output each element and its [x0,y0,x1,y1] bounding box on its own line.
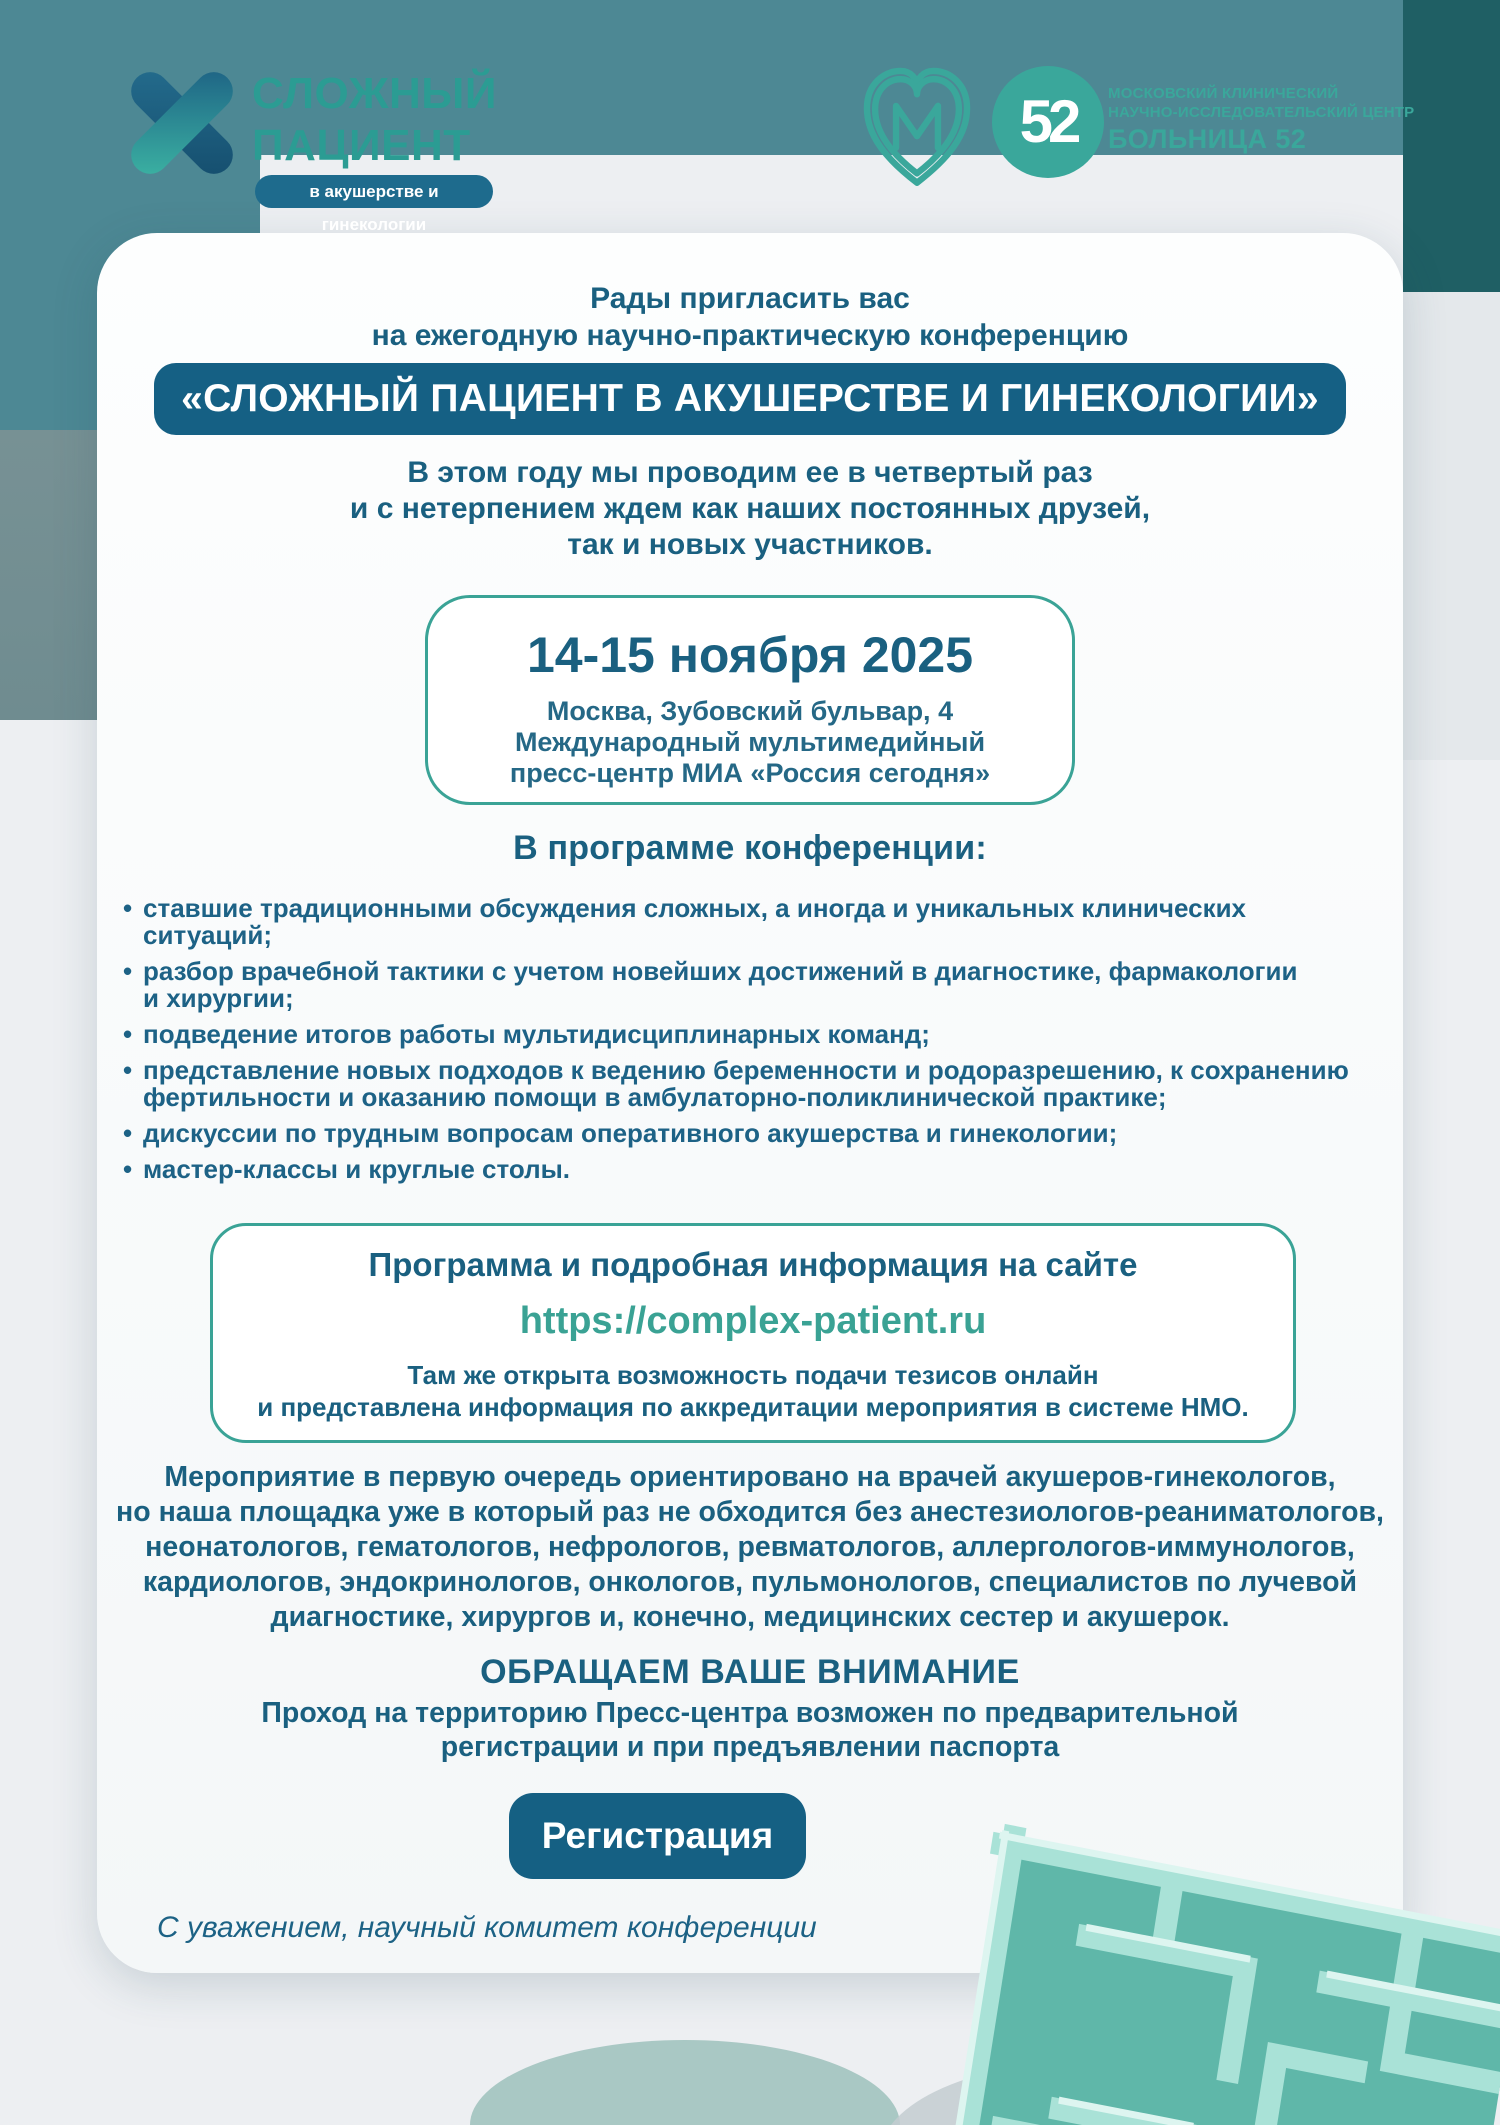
event-address-line3: пресс-центр МИА «Россия сегодня» [509,758,991,788]
program-item [121,1120,1383,1147]
program-item-line: • ставшие традиционными обсуждения сложных, а иногда и уникальных клинических [143,893,1247,923]
main-card [97,233,1403,1973]
registration-button[interactable]: Регистрация [509,1793,806,1879]
logo-title-line2: ПАЦИЕНТ [252,121,471,170]
program-list [121,895,1383,1192]
program-item-line: • дискуссии по трудным вопросам оперативного акушерства и гинекологии; [143,1118,1118,1148]
conference-title-banner: «СЛОЖНЫЙ ПАЦИЕНТ В АКУШЕРСТВЕ И ГИНЕКОЛОГИИ» [154,363,1346,435]
attention-text [97,1696,1403,1764]
about-paragraph [97,455,1403,563]
website-info-box [210,1223,1296,1443]
event-address-line1: Москва, Зубовский бульвар, 4 [546,696,954,726]
about-line3: так и новых участников. [567,528,933,561]
audience-paragraph [97,1460,1403,1635]
program-heading: В программе конференции: [513,829,987,867]
attention-heading: ОБРАЩАЕМ ВАШЕ ВНИМАНИЕ [480,1653,1020,1691]
hospital-name-line2: НАУЧНО-ИССЛЕДОВАТЕЛЬСКИЙ ЦЕНТР [1108,104,1415,121]
program-item [121,1021,1383,1048]
program-item-line: • подведение итогов работы мультидисциплинарных команд; [143,1019,930,1049]
website-note [213,1359,1293,1423]
website-note-line2: и представлена информация по аккредитации мероприятия в системе НМО. [257,1392,1249,1422]
event-address [428,696,1072,789]
program-item-line: • разбор врачебной тактики с учетом новейших достижений в диагностике, фармакологии [143,956,1298,986]
complex-patient-x-icon [137,72,227,175]
program-item-line: фертильности и оказанию помощи в амбулаторно-поликлинической практике; [143,1082,1167,1112]
invitation-intro [97,280,1403,354]
background-dark-corner [1403,0,1500,292]
signature-text: С уважением, научный комитет конференции [157,1911,817,1944]
audience-line: кардиологов, эндокринологов, онкологов, пульмонологов, специалистов по лучевой [142,1566,1358,1598]
website-link[interactable]: https://complex-patient.ru [519,1300,987,1342]
complex-patient-logo-title [252,68,497,172]
audience-line: но наша площадка уже в который раз не обходится без анестезиологов-реаниматологов, [116,1496,1384,1528]
logo-subtitle-badge: в акушерстве и гинекологии [255,175,493,208]
about-line2: и с нетерпением ждем как наших постоянных друзей, [349,492,1151,525]
hospital-name-line1: МОСКОВСКИЙ КЛИНИЧЕСКИЙ [1108,85,1339,102]
logo-title-line1: СЛОЖНЫЙ [252,69,497,118]
event-dates: 14-15 ноября 2025 [526,627,974,683]
program-item [121,958,1383,1012]
hospital-52-logo-icon [992,66,1104,178]
hospital-name [1108,84,1414,154]
logo-52-number: 52 [1019,88,1077,155]
website-heading: Программа и подробная информация на сайте [368,1246,1138,1283]
intro-line1: Рады пригласить вас [590,282,910,315]
audience-line: неонатологов, гематологов, нефрологов, ревматологов, аллергологов-иммунологов, [145,1531,1355,1563]
program-item [121,1057,1383,1111]
program-item-line: • мастер-классы и круглые столы. [143,1154,571,1184]
about-line1: В этом году мы проводим ее в четвертый раз [407,456,1093,489]
attention-line2: регистрации и при предъявлении паспорта [440,1731,1060,1763]
hospital-name-line3: БОЛЬНИЦА 52 [1108,124,1307,154]
heart-m-logo-icon [858,64,976,192]
event-date-box [425,595,1075,805]
event-address-line2: Международный мультимедийный [514,727,986,757]
attention-line1: Проход на территорию Пресс-центра возможен по предварительной [261,1697,1239,1729]
program-item-line: • представление новых подходов к ведению беременности и родоразрешению, к сохранению [143,1055,1349,1085]
program-item-line: ситуаций; [143,920,273,950]
program-item [121,895,1383,949]
website-note-line1: Там же открыта возможность подачи тезисов онлайн [407,1360,1099,1390]
program-item-line: и хирургии; [143,983,294,1013]
audience-line: диагностике, хирургов и, конечно, медицинских сестер и акушерок. [270,1601,1230,1633]
maze-cube-image [942,1822,1500,2125]
background-blob-light [470,2040,900,2125]
intro-line2: на ежегодную научно-практическую конференцию [371,319,1129,352]
program-item [121,1156,1383,1183]
audience-line: Мероприятие в первую очередь ориентировано на врачей акушеров-гинекологов, [164,1461,1336,1493]
